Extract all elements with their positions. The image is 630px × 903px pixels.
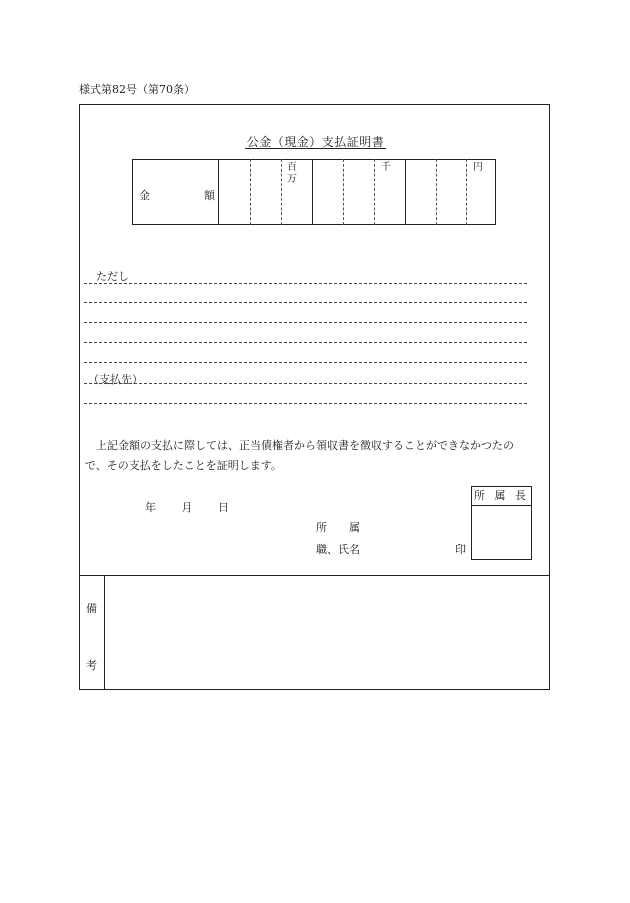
digit-divider xyxy=(343,159,344,225)
date-year: 年 xyxy=(145,501,156,514)
unit-thousand: 千 xyxy=(381,162,391,173)
unit-million-line2: 万 xyxy=(287,174,297,185)
digit-divider xyxy=(466,159,467,225)
payee-line[interactable] xyxy=(84,383,527,384)
payee-line[interactable] xyxy=(84,403,527,404)
amount-label-second: 額 xyxy=(204,189,215,202)
remarks-column-divider xyxy=(104,575,105,690)
position-name-label: 職、氏名 xyxy=(316,543,360,556)
form-title: 公金（現金）支払証明書 xyxy=(246,135,385,149)
remarks-char-2: 考 xyxy=(86,659,97,672)
amount-label-first: 金 xyxy=(139,189,150,202)
affiliation-label: 所 属 xyxy=(316,521,360,534)
certification-line: 上記金額の支払に際しては、正当債権者から領収書を徴収することができなかつたの xyxy=(96,439,514,452)
seal-mark: 印 xyxy=(455,543,466,556)
date-month: 月 xyxy=(181,501,193,514)
amount-label-cell xyxy=(132,159,219,225)
date-row xyxy=(145,499,229,515)
digit-group-divider xyxy=(312,159,313,225)
date-day: 日 xyxy=(218,501,229,514)
unit-million-line1: 百 xyxy=(287,162,297,173)
proviso-line[interactable] xyxy=(84,283,527,284)
unit-yen: 円 xyxy=(473,162,483,173)
proviso-line[interactable] xyxy=(84,342,527,343)
proviso-line[interactable] xyxy=(84,322,527,323)
remarks-field[interactable] xyxy=(106,577,549,689)
remarks-char-1: 備 xyxy=(86,602,97,615)
digit-group-divider xyxy=(405,159,406,225)
digit-divider xyxy=(250,159,251,225)
digit-divider xyxy=(281,159,282,225)
title-underline xyxy=(245,148,386,149)
digit-divider xyxy=(374,159,375,225)
certification-text xyxy=(85,436,547,476)
unit-million xyxy=(287,162,297,186)
chief-label: 所 属 長 xyxy=(471,486,532,506)
remarks-divider xyxy=(79,575,550,576)
proviso-line[interactable] xyxy=(84,362,527,363)
digit-divider xyxy=(436,159,437,225)
payee-label: （支払先） xyxy=(88,373,143,386)
proviso-label: ただし xyxy=(96,270,129,283)
form-reference: 様式第82号（第70条） xyxy=(79,83,195,96)
proviso-line[interactable] xyxy=(84,302,527,303)
certification-line: で、その支払をしたことを証明します。 xyxy=(85,459,282,472)
